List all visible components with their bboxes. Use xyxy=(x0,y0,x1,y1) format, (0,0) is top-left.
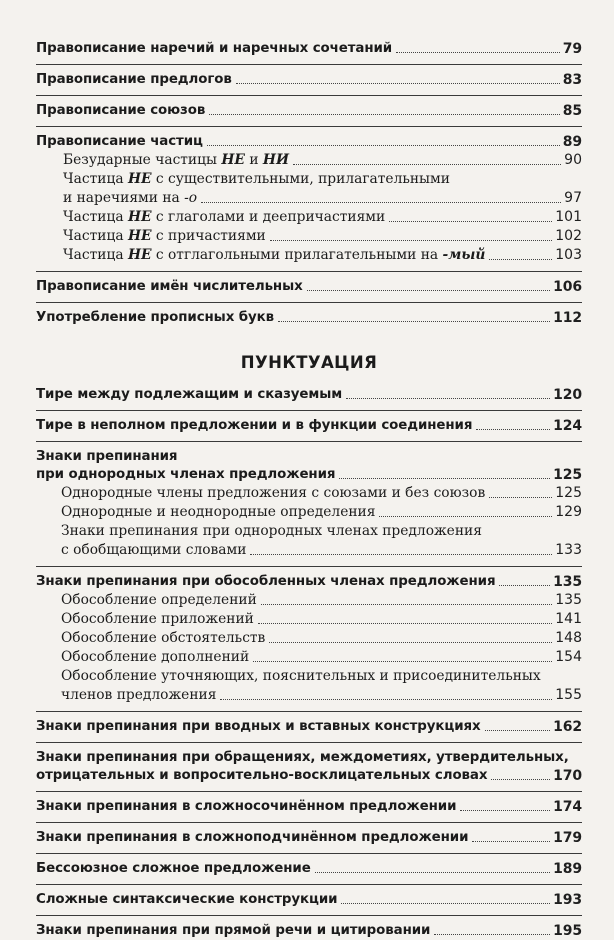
toc-leader xyxy=(220,699,552,700)
divider xyxy=(36,95,582,96)
toc-page-number: 125 xyxy=(553,467,582,483)
toc-subentry xyxy=(36,503,582,522)
divider xyxy=(36,566,582,567)
toc-leader xyxy=(489,259,552,260)
toc-subentry xyxy=(36,629,582,648)
divider xyxy=(36,64,582,65)
toc-subentry xyxy=(36,591,582,610)
toc-subentry xyxy=(36,246,582,265)
toc-entry-title: Правописание союзов xyxy=(36,103,206,118)
toc-subentry-line xyxy=(36,170,582,189)
toc-entry-adverbs xyxy=(36,40,582,58)
emphasis: НЕ xyxy=(127,171,152,187)
toc-leader xyxy=(341,903,550,904)
toc-subentry xyxy=(36,151,582,170)
toc-entry-title: Правописание наречий и наречных сочетаний xyxy=(36,41,393,56)
emphasis: НЕ xyxy=(127,209,152,225)
toc-leader xyxy=(379,516,552,517)
text: с существительными, прилагательными xyxy=(151,171,450,187)
toc-entry-capitals xyxy=(36,309,582,327)
toc-leader xyxy=(389,221,552,222)
emphasis: НЕ xyxy=(127,247,152,263)
toc-entry-direct-speech xyxy=(36,922,582,940)
toc-page-number: 83 xyxy=(562,72,582,88)
toc-page-number: 124 xyxy=(553,418,582,434)
text: Частица xyxy=(63,247,128,263)
text: с отглагольными прилагательными на xyxy=(151,247,443,263)
toc-subentry xyxy=(36,686,582,705)
toc-page-number: 195 xyxy=(553,923,582,939)
toc-leader xyxy=(258,623,552,624)
toc-page-number: 120 xyxy=(553,387,582,403)
toc-entry-title: Тире между подлежащим и сказуемым xyxy=(36,387,343,402)
toc-page-number: 89 xyxy=(562,134,582,150)
toc-entry-introductory xyxy=(36,718,582,736)
toc-leader xyxy=(307,290,550,291)
toc-entry-title: Правописание предлогов xyxy=(36,72,232,87)
toc-leader xyxy=(476,429,550,430)
toc-page-number: 112 xyxy=(553,310,582,326)
toc-leader xyxy=(499,585,550,586)
toc-subentry xyxy=(36,648,582,667)
text: Частица xyxy=(63,228,128,244)
toc-subentry xyxy=(36,610,582,629)
toc-leader xyxy=(201,202,561,203)
toc-subentry xyxy=(36,484,582,503)
toc-leader xyxy=(269,642,552,643)
toc-entry-particles xyxy=(36,133,582,151)
divider xyxy=(36,410,582,411)
text: и xyxy=(244,152,263,168)
divider xyxy=(36,791,582,792)
toc-page-number: 97 xyxy=(564,190,582,206)
toc-entry-title: Знаки препинания в сложносочинённом предложении xyxy=(36,799,457,814)
toc-entry-complex xyxy=(36,829,582,847)
toc-page-number: 103 xyxy=(555,247,582,263)
toc-entry-title: отрицательных и вопросительно-восклицательных словах xyxy=(36,768,488,783)
toc-entry-title: Обособление обстоятельств xyxy=(61,630,266,646)
toc-page-number: 102 xyxy=(555,228,582,244)
toc-entry-title: Сложные синтаксические конструкции xyxy=(36,892,338,907)
toc-leader xyxy=(434,934,550,935)
divider xyxy=(36,711,582,712)
toc-leader xyxy=(485,730,551,731)
toc-leader xyxy=(209,114,560,115)
toc-entry-title: членов предложения xyxy=(61,687,217,703)
toc-page-number: 125 xyxy=(555,485,582,501)
toc-entry-title: Однородные и неоднородные определения xyxy=(61,504,376,520)
toc-entry-compound xyxy=(36,798,582,816)
toc-subentry xyxy=(36,208,582,227)
toc-entry-title: Правописание имён числительных xyxy=(36,279,303,294)
text: Безударные частицы xyxy=(63,152,222,168)
toc-page-number: 133 xyxy=(555,542,582,558)
emphasis: НЕ xyxy=(127,228,152,244)
toc-leader xyxy=(472,841,550,842)
toc-leader xyxy=(293,164,561,165)
divider xyxy=(36,126,582,127)
emphasis: НИ xyxy=(262,152,289,168)
toc-page-number: 129 xyxy=(555,504,582,520)
toc-leader xyxy=(236,83,560,84)
toc-entry-title: Обособление приложений xyxy=(61,611,254,627)
toc-page-number: 174 xyxy=(553,799,582,815)
toc-leader xyxy=(207,145,560,146)
chapter-title: ПУНКТУАЦИЯ xyxy=(240,353,378,372)
toc-page-number: 155 xyxy=(555,687,582,703)
toc-entry-homog-line1: Знаки препинания xyxy=(36,449,178,464)
text: с глаголами и деепричастиями xyxy=(151,209,386,225)
emphasis: -мый xyxy=(442,247,486,263)
toc-subentry-line: Обособление уточняющих, пояснительных и присоединительных xyxy=(61,668,541,684)
toc-page-number: 135 xyxy=(553,574,582,590)
toc-page-number: 106 xyxy=(553,279,582,295)
toc-subentry xyxy=(36,189,582,208)
toc-entry-title: Употребление прописных букв xyxy=(36,310,275,325)
divider xyxy=(36,302,582,303)
toc-entry-address-line1: Знаки препинания при обращениях, междометиях, утвердительных, xyxy=(36,750,569,765)
toc-page-number: 135 xyxy=(555,592,582,608)
toc-entry-title: Знаки препинания при обособленных членах предложения xyxy=(36,574,496,589)
toc-entry-title: Обособление дополнений xyxy=(61,649,250,665)
emphasis: НЕ xyxy=(221,152,245,168)
toc-entry-title: Тире в неполном предложении и в функции соединения xyxy=(36,418,473,433)
text: Частица xyxy=(63,171,128,187)
toc-entry-prepositions xyxy=(36,71,582,89)
toc-page-number: 90 xyxy=(564,152,582,168)
toc-entry-homog xyxy=(36,466,582,484)
toc-entry-address xyxy=(36,767,582,785)
toc-page-number: 141 xyxy=(555,611,582,627)
toc-entry-asyndetic xyxy=(36,860,582,878)
toc-entry-numerals xyxy=(36,278,582,296)
toc-subentry-line: Знаки препинания при однородных членах предложения xyxy=(61,523,482,539)
toc-leader xyxy=(489,497,552,498)
toc-entry-isolated xyxy=(36,573,582,591)
toc-page-number: 189 xyxy=(553,861,582,877)
toc-entry-title: Бессоюзное сложное предложение xyxy=(36,861,311,876)
toc-leader xyxy=(278,321,550,322)
divider xyxy=(36,441,582,442)
toc-entry-title: Правописание частиц xyxy=(36,134,203,149)
toc-entry-dash-subject xyxy=(36,386,582,404)
text: Частица xyxy=(63,209,128,225)
toc-entry-title: Обособление определений xyxy=(61,592,257,608)
toc-leader xyxy=(253,661,552,662)
toc-entry-title: Однородные члены предложения с союзами и без союзов xyxy=(61,485,486,501)
toc-leader xyxy=(315,872,550,873)
toc-leader xyxy=(250,554,552,555)
toc-page-number: 154 xyxy=(555,649,582,665)
toc-entry-title: с обобщающими словами xyxy=(61,542,247,558)
divider xyxy=(36,884,582,885)
toc-leader xyxy=(396,52,560,53)
toc-page-number: 162 xyxy=(553,719,582,735)
toc-entry-title: Знаки препинания при вводных и вставных конструкциях xyxy=(36,719,481,734)
toc-leader xyxy=(270,240,553,241)
toc-page-number: 193 xyxy=(553,892,582,908)
toc-subentry xyxy=(36,227,582,246)
text: с причастиями xyxy=(151,228,266,244)
toc-leader xyxy=(261,604,552,605)
toc-entry-dash-incomplete xyxy=(36,417,582,435)
emphasis: -о xyxy=(184,190,198,206)
toc-page-number: 101 xyxy=(555,209,582,225)
divider xyxy=(36,915,582,916)
toc-page-number: 79 xyxy=(562,41,582,57)
toc-page-number: 148 xyxy=(555,630,582,646)
toc-entry-title: Знаки препинания при прямой речи и цитировании xyxy=(36,923,431,938)
toc-subentry xyxy=(36,541,582,560)
toc-page-number: 179 xyxy=(553,830,582,846)
divider xyxy=(36,271,582,272)
toc-leader xyxy=(339,478,550,479)
toc-page-number: 170 xyxy=(553,768,582,784)
toc-leader xyxy=(346,398,550,399)
toc-entry-conjunctions xyxy=(36,102,582,120)
toc-leader xyxy=(491,779,550,780)
toc-entry-title: Знаки препинания в сложноподчинённом предложении xyxy=(36,830,469,845)
toc-entry-title: при однородных членах предложения xyxy=(36,467,336,482)
toc-entry-syntactic xyxy=(36,891,582,909)
divider xyxy=(36,853,582,854)
divider xyxy=(36,822,582,823)
toc-leader xyxy=(460,810,550,811)
toc-page-number: 85 xyxy=(562,103,582,119)
divider xyxy=(36,742,582,743)
text: и наречиями на xyxy=(63,190,185,206)
